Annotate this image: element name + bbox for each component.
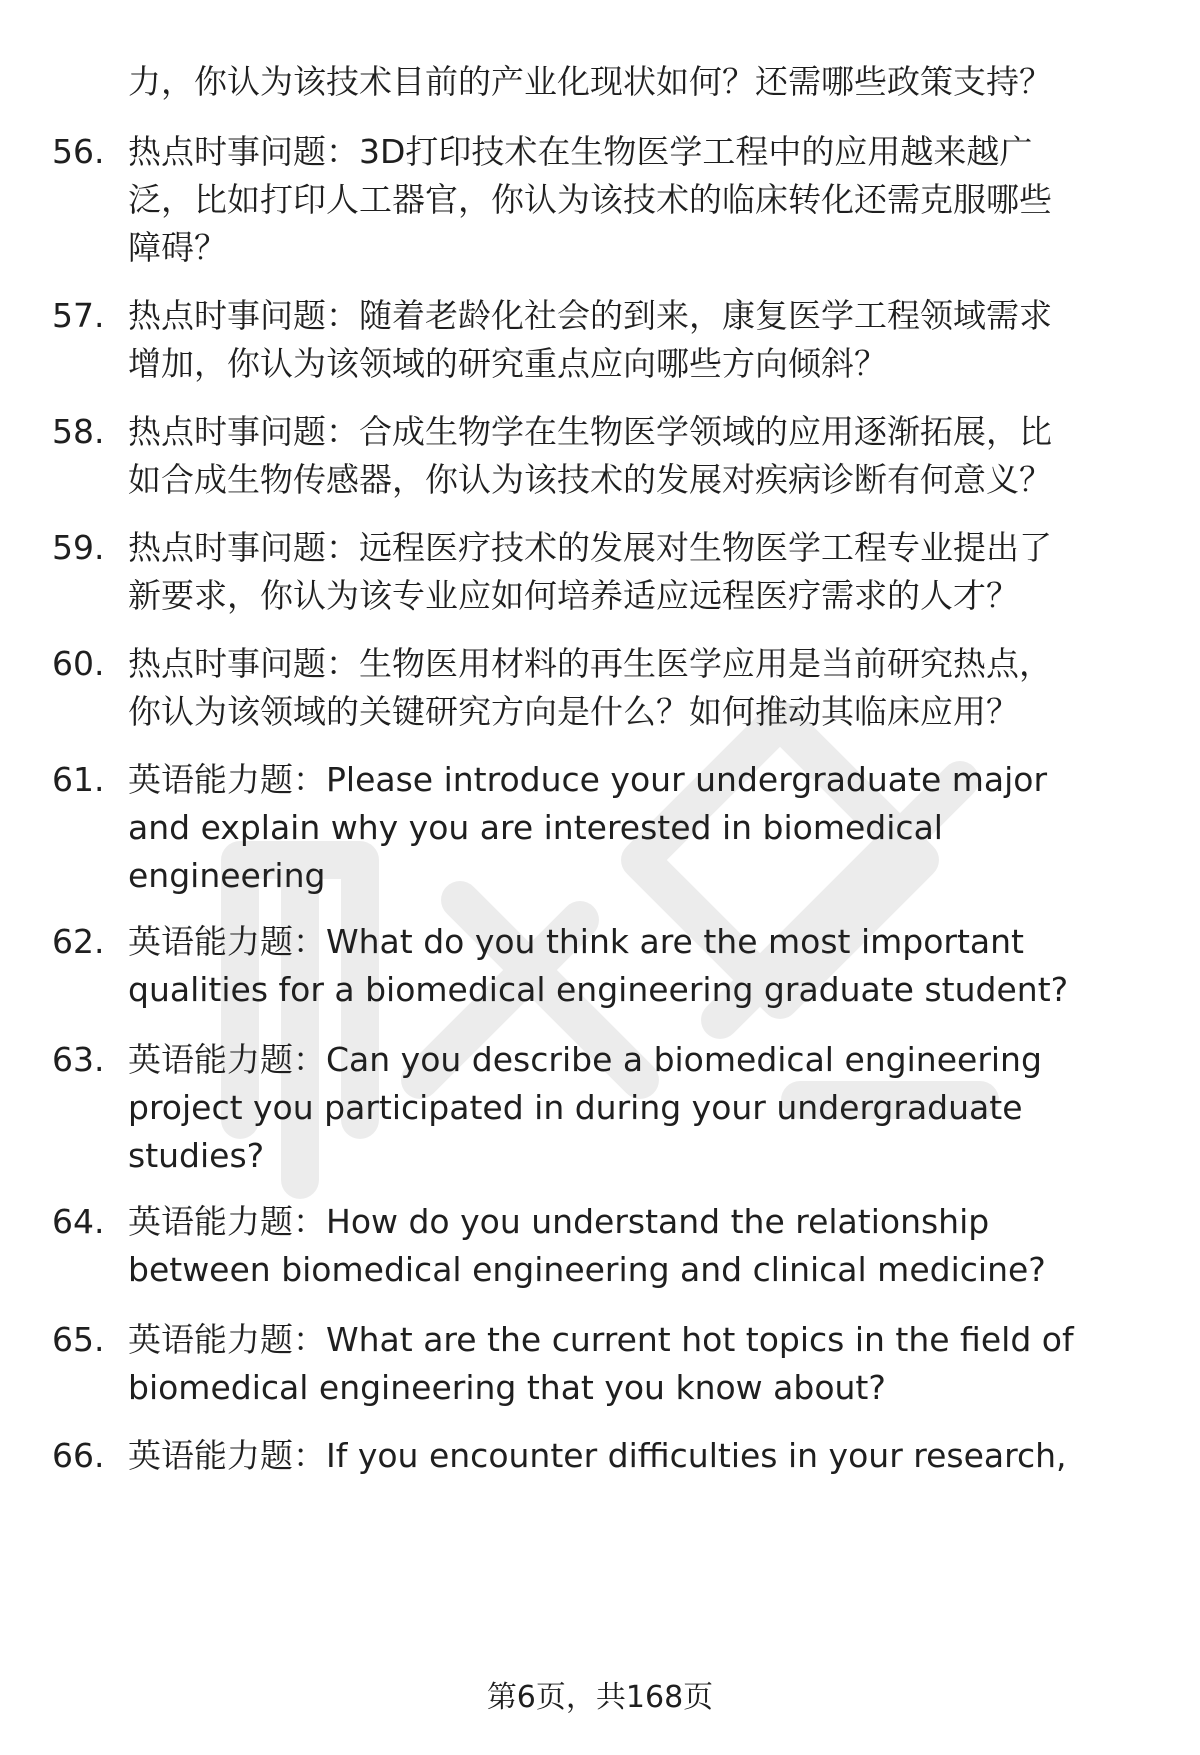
question-text-line: 热点时事问题：合成生物学在生物医学领域的应用逐渐拓展，比 (128, 412, 1052, 451)
question-text-line: 热点时事问题：生物医用材料的再生医学应用是当前研究热点， (128, 644, 1052, 683)
question-text-line: 你认为该领域的关键研究方向是什么？如何推动其临床应用？ (128, 692, 1019, 731)
question-text (128, 1316, 1168, 1412)
question-text-line: qualities for a biomedical engineering graduate student? (128, 970, 1069, 1009)
question-text-line: 英语能力题：If you encounter difficulties in your research, (128, 1436, 1067, 1475)
question-text-line: 英语能力题：What do you think are the most important (128, 922, 1024, 961)
question-text (128, 1198, 1168, 1294)
question-text-line: 如合成生物传感器，你认为该技术的发展对疾病诊断有何意义？ (128, 460, 1052, 499)
question-text-line: engineering (128, 856, 326, 895)
question-number: 61. (52, 760, 105, 799)
question-number: 66. (52, 1436, 105, 1475)
question-text-line: 英语能力题：Please introduce your undergraduate major (128, 760, 1048, 799)
question-text-line: 增加，你认为该领域的研究重点应向哪些方向倾斜？ (128, 344, 887, 383)
question-text-line: 热点时事问题：远程医疗技术的发展对生物医学工程专业提出了 (128, 528, 1052, 567)
question-number: 64. (52, 1202, 105, 1241)
question-text-line: biomedical engineering that you know about? (128, 1368, 886, 1407)
question-number: 59. (52, 528, 105, 567)
question-text-line: 热点时事问题：随着老龄化社会的到来，康复医学工程领域需求 (128, 296, 1052, 335)
question-text (128, 524, 1168, 620)
question-text-line: 英语能力题：What are the current hot topics in the field of (128, 1320, 1074, 1359)
question-text (128, 58, 1168, 106)
question-text-line: studies? (128, 1136, 265, 1175)
question-number: 60. (52, 644, 105, 683)
page-footer: 第6页，共168页 (486, 1680, 714, 1715)
question-text-line: 英语能力题：How do you understand the relationship (128, 1202, 990, 1241)
question-text-line: 泛，比如打印人工器官，你认为该技术的临床转化还需克服哪些 (128, 180, 1052, 219)
question-number: 62. (52, 922, 105, 961)
question-text-line: 力，你认为该技术目前的产业化现状如何？还需哪些政策支持？ (128, 62, 1052, 101)
question-text-line: project you participated in during your undergraduate (128, 1088, 1023, 1127)
question-text-line: 新要求，你认为该专业应如何培养适应远程医疗需求的人才？ (128, 576, 1019, 615)
question-number: 65. (52, 1320, 105, 1359)
question-number: 57. (52, 296, 105, 335)
question-text (128, 640, 1168, 736)
question-text-line: 热点时事问题：3D打印技术在生物医学工程中的应用越来越广 (128, 132, 1033, 171)
question-number: 58. (52, 412, 105, 451)
question-text-line: between biomedical engineering and clinical medicine? (128, 1250, 1046, 1289)
question-text (128, 292, 1168, 388)
question-text-line: and explain why you are interested in biomedical (128, 808, 943, 847)
question-number: 63. (52, 1040, 105, 1079)
question-text (128, 128, 1168, 272)
question-text (128, 408, 1168, 504)
question-text (128, 1432, 1168, 1480)
question-text (128, 756, 1168, 900)
question-text (128, 1036, 1168, 1180)
question-text-line: 障碍？ (128, 228, 227, 267)
question-text-line: 英语能力题：Can you describe a biomedical engineering (128, 1040, 1042, 1079)
question-text (128, 918, 1168, 1014)
question-number: 56. (52, 132, 105, 171)
